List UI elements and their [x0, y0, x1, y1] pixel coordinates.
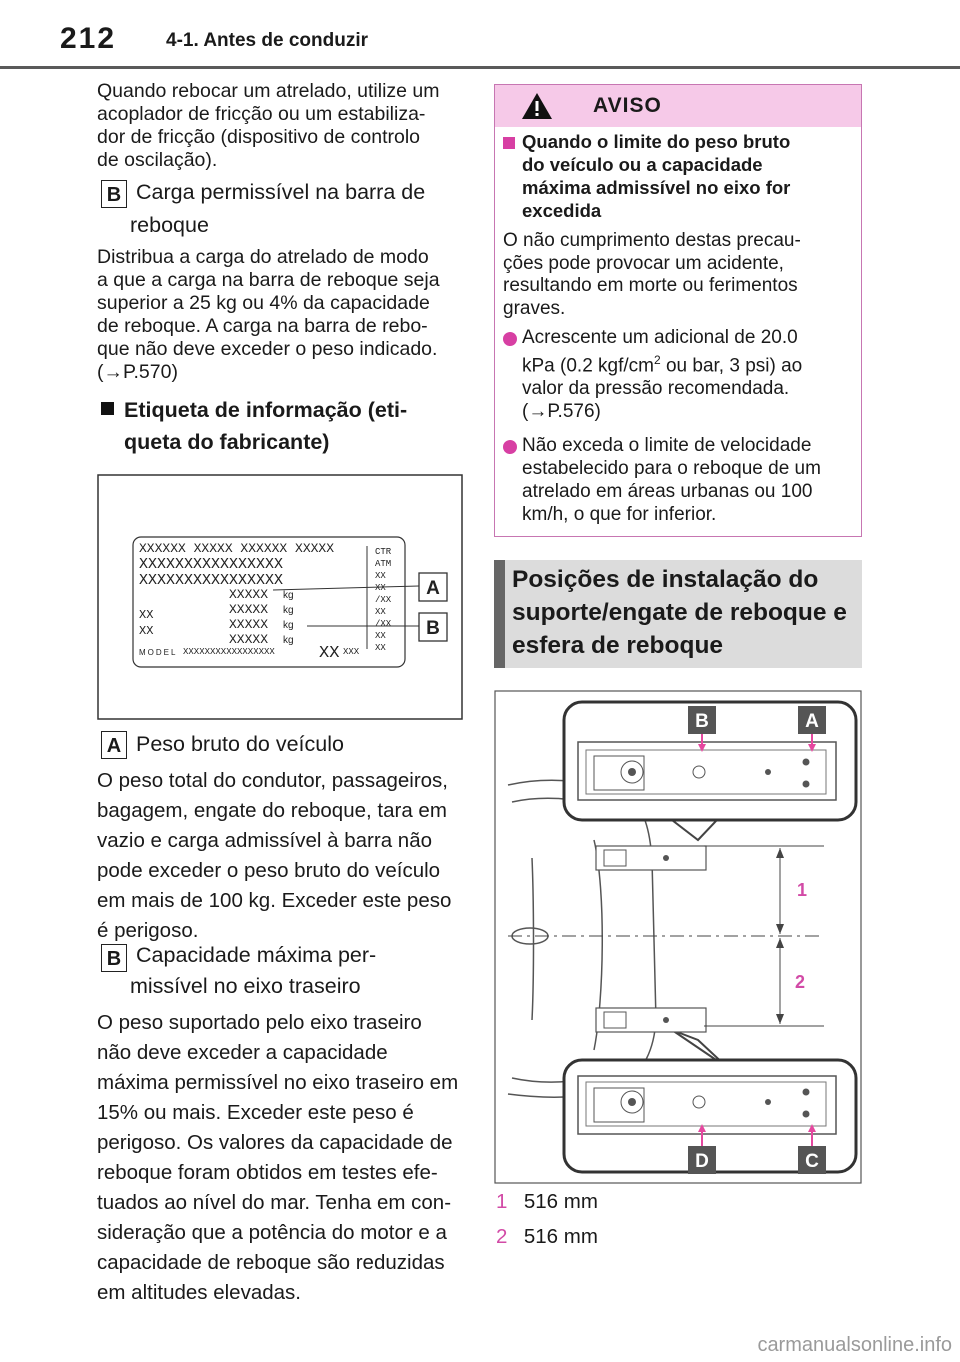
- callout-b: B: [426, 618, 440, 639]
- badge-b-axle: B: [101, 944, 127, 972]
- warning-heading: Quando o limite do peso bruto do veículo ou a capacidade máxima admissível no eixo for excedida: [522, 131, 791, 221]
- gross-body: O peso total do condutor, passageiros, bagagem, engate do reboque, tara em vazio e carga admissível à barra não pode exceder o peso bruto do veículo em mais de 100 kg. Exceder este peso é perigoso.: [97, 769, 452, 942]
- label-row1: XXXXXX XXXXX XXXXXX XXXXX: [139, 541, 335, 556]
- label-row3: XXXXXXXXXXXXXXXX: [139, 572, 284, 589]
- badge-a-gross: A: [101, 731, 127, 759]
- svg-text:XX: XX: [375, 631, 386, 641]
- warning-triangle-icon: [521, 91, 553, 121]
- svg-text:XXXXX: XXXXX: [229, 617, 269, 632]
- pink-square-icon: [503, 136, 515, 154]
- svg-text:XX: XX: [375, 571, 386, 581]
- svg-text:XXXXXXXXXXXXXXXXX: XXXXXXXXXXXXXXXXX: [183, 647, 275, 657]
- page-number: 212: [60, 22, 117, 55]
- gross-title: Peso bruto do veículo: [136, 732, 344, 756]
- svg-text:XX: XX: [375, 583, 386, 593]
- header-rule: [0, 66, 960, 69]
- label-figure: [97, 474, 463, 720]
- label-row2: XXXXXXXXXXXXXXXX: [139, 556, 284, 573]
- dimension-2-label: 2: [795, 972, 806, 992]
- svg-text:XXXXX: XXXXX: [229, 632, 269, 647]
- dimension-1-label: 1: [797, 880, 808, 900]
- svg-text:XXXXX: XXXXX: [229, 602, 269, 617]
- pink-dot-icon: [503, 332, 517, 351]
- section-title: 4-1. Antes de conduzir: [166, 30, 368, 51]
- tongue-load-title-2: reboque: [130, 213, 209, 237]
- svg-text:/XX: /XX: [375, 619, 392, 629]
- callout-c-bottom: C: [805, 1151, 819, 1172]
- axle-body: O peso suportado pelo eixo traseiro não deve exceder a capacidade máxima permissível no eixo traseiro em 15% ou mais. Exceder este peso é perigoso. Os valores da capacidade de reboque foram obtidos em testes efe- tuados ao nível do mar. Tenha em con- sideração que a potência do motor e a capacidade de reboque são reduzidas em altitudes elevadas.: [97, 1011, 459, 1304]
- svg-text:kg: kg: [283, 590, 294, 601]
- label-heading-2: queta do fabricante): [124, 430, 330, 454]
- badge-b-tongue: B: [101, 180, 127, 208]
- label-heading: Etiqueta de informação (eti-: [101, 392, 407, 428]
- svg-text:XXX: XXX: [343, 647, 360, 657]
- svg-text:XX: XX: [375, 607, 386, 617]
- axle-title-2: missível no eixo traseiro: [130, 974, 361, 998]
- svg-text:kg: kg: [283, 605, 294, 616]
- axle-title-1: Capacidade máxima per-: [136, 943, 377, 967]
- svg-text:CTR: CTR: [375, 547, 392, 557]
- callout-a-top: A: [805, 711, 819, 732]
- watermark: carmanualsonline.info: [757, 1334, 952, 1356]
- callout-a: A: [426, 578, 440, 599]
- square-bullet-icon: [101, 402, 114, 415]
- positions-title: Posições de instalação do suporte/engate de reboque e esfera de reboque: [512, 566, 847, 659]
- svg-text:kg: kg: [283, 620, 294, 631]
- svg-text:kg: kg: [283, 635, 294, 646]
- measure-2: 2 516 mm: [496, 1225, 598, 1248]
- svg-text:XX: XX: [139, 624, 154, 638]
- svg-text:XXXXX: XXXXX: [229, 587, 269, 602]
- measure-1: 1 516 mm: [496, 1190, 598, 1213]
- svg-text:ATM: ATM: [375, 559, 392, 569]
- callout-b-top: B: [695, 711, 709, 732]
- hitch-diagram: [494, 690, 862, 1184]
- svg-text:XX: XX: [319, 644, 340, 663]
- svg-text:/XX: /XX: [375, 595, 392, 605]
- warning-title: AVISO: [593, 94, 662, 117]
- positions-title-bar: [494, 560, 505, 668]
- warning-body: O não cumprimento destas precau- ções pode provocar um acidente, resultando em morte ou ferimentos graves.: [503, 230, 801, 319]
- warning-bullet-2: Não exceda o limite de velocidade estabelecido para o reboque de um atrelado em áreas urbanas ou 100 km/h, o que for inferior.: [522, 435, 821, 525]
- svg-text:XX: XX: [375, 643, 386, 653]
- svg-text:XX: XX: [139, 608, 154, 622]
- warning-box: [494, 84, 862, 537]
- intro-paragraph: Quando rebocar um atrelado, utilize um acoplador de fricção ou um estabiliza- dor de fricção (dispositivo de controlo de oscilação).: [97, 80, 440, 171]
- warning-header: [495, 85, 861, 127]
- svg-text:MODEL: MODEL: [139, 648, 178, 657]
- pink-dot-icon: [503, 440, 517, 459]
- callout-d-bottom: D: [695, 1151, 709, 1172]
- tongue-load-body: Distribua a carga do atrelado de modo a que a carga na barra de reboque seja superior a 25 kg ou 4% da capacidade de reboque. A carga na barra de rebo- que não deve exceder o peso indicado. (→P.570): [97, 246, 440, 383]
- tongue-load-title-1: Carga permissível na barra de: [136, 180, 426, 204]
- warning-bullet-1: Acrescente um adicional de 20.0 kPa (0.2 kgf/$cm^2$ ou bar, 3 psi) ao valor da pressão recomendada. (→P.576): [522, 327, 803, 423]
